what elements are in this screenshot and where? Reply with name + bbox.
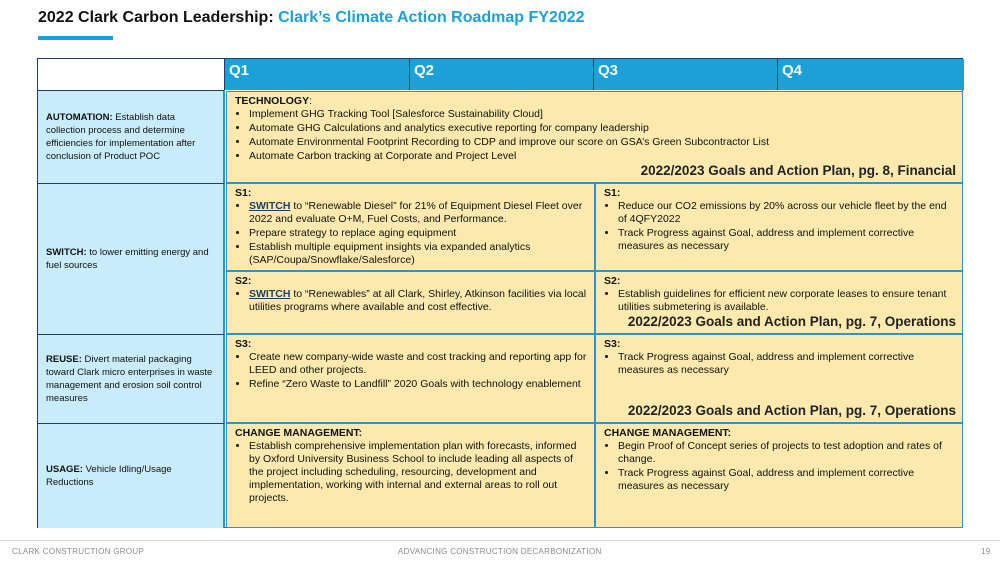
header-q1: Q1 <box>225 59 410 90</box>
list-item: • Track Progress against Goal, address and implement corrective measures as necessary <box>618 467 956 493</box>
footer-tagline: ADVANCING CONSTRUCTION DECARBONIZATION <box>398 547 602 556</box>
page-title-main: 2022 Clark Carbon Leadership: <box>38 9 279 26</box>
page-subtitle: Clark’s Climate Action Roadmap FY2022 <box>278 9 585 26</box>
header-q3: Q3 <box>594 59 778 90</box>
technology-block: TECHNOLOGY: • Implement GHG Tracking Tool [Salesforce Sustainability Cloud] • Automate GHG Calculations and analytics executive reporting for company leadership • Automate Environmental Footprint Recording to CDP and improve our score on GSA’s Green Subcontractor List • Automate Carbon tracking at Corporate and Project Level 2022/2023 Goals and Action Plan, pg. 8, Financial <box>226 91 963 183</box>
list-item: • Establish guidelines for efficient new corporate leases to ensure tenant utilities submetering is available. <box>618 288 956 314</box>
list-item: • Automate Carbon tracking at Corporate and Project Level <box>249 150 956 163</box>
list-item: • Prepare strategy to replace aging equipment <box>249 227 588 240</box>
footer-company: CLARK CONSTRUCTION GROUP <box>12 547 145 556</box>
list-item: • Refine “Zero Waste to Landfill” 2020 Goals with technology enablement <box>249 378 588 391</box>
goal-reference-operations: 2022/2023 Goals and Action Plan, pg. 7, Operations <box>627 314 956 329</box>
row-label-switch: SWITCH: to lower emitting energy and fuel sources <box>38 183 225 334</box>
list-item: • SWITCH to “Renewable Diesel” for 21% of Equipment Diesel Fleet over 2022 and evaluate O+M, Fuel Costs, and Performance. <box>249 200 588 226</box>
page-number: 19 <box>981 547 991 556</box>
list-item: • Track Progress against Goal, address and implement corrective measures as necessary <box>618 227 956 253</box>
technology-heading: TECHNOLOGY <box>235 95 310 107</box>
s3-right-block: S3: • Track Progress against Goal, address and implement corrective measures as necessary 2022/2023 Goals and Action Plan, pg. 7, Operations <box>595 334 963 423</box>
page-title <box>38 9 585 27</box>
s3-left-block: S3: • Create new company-wide waste and cost tracking and reporting app for LEED and other projects. • Refine “Zero Waste to Landfill” 2020 Goals with technology enablement <box>226 334 595 423</box>
roadmap-table <box>37 58 963 528</box>
list-item: • Establish multiple equipment insights via expanded analytics (SAP/Coupa/Snowflake/Salesforce) <box>249 241 588 267</box>
change-management-left-block: CHANGE MANAGEMENT: • Establish comprehensive implementation plan with forecasts, informed by Oxford University Business School to include leading all aspects of the project including scheduling, resourcing, development and implementation, working with internal and external areas to roll out projects. <box>226 423 595 528</box>
header-q2: Q2 <box>410 59 594 90</box>
title-accent-bar <box>38 36 113 40</box>
header-q4: Q4 <box>778 59 964 90</box>
s2-left-block: S2: • SWITCH to “Renewables” at all Clark, Shirley, Atkinson facilities via local utilities programs where available and cost effective. <box>226 271 595 334</box>
change-management-right-block: CHANGE MANAGEMENT: • Begin Proof of Concept series of projects to test adoption and rates of change. • Track Progress against Goal, address and implement corrective measures as necessary <box>595 423 963 528</box>
row-label-usage: USAGE: Vehicle Idling/Usage Reductions <box>38 423 225 528</box>
row-label-reuse: REUSE: Divert material packaging toward Clark micro enterprises in waste management and erosion soil control measures <box>38 334 225 423</box>
row-label-automation: AUTOMATION: Establish data collection process and determine efficiencies for implementation after conclusion of Product POC <box>38 90 225 183</box>
goal-reference-operations: 2022/2023 Goals and Action Plan, pg. 7, Operations <box>627 403 956 418</box>
list-item: • Track Progress against Goal, address and implement corrective measures as necessary <box>618 351 956 377</box>
footer-divider <box>0 540 1000 541</box>
s2-right-block: S2: • Establish guidelines for efficient new corporate leases to ensure tenant utilities submetering is available. 2022/2023 Goals and Action Plan, pg. 7, Operations <box>595 271 963 334</box>
list-item: • Create new company-wide waste and cost tracking and reporting app for LEED and other projects. <box>249 351 588 377</box>
list-item: • Automate GHG Calculations and analytics executive reporting for company leadership <box>249 122 956 135</box>
s1-right-block: S1: • Reduce our CO2 emissions by 20% across our vehicle fleet by the end of 4QFY2022 • Track Progress against Goal, address and implement corrective measures as necessary <box>595 183 963 271</box>
list-item: • SWITCH to “Renewables” at all Clark, Shirley, Atkinson facilities via local utilities programs where available and cost effective. <box>249 288 588 314</box>
goal-reference-financial: 2022/2023 Goals and Action Plan, pg. 8, Financial <box>640 163 956 178</box>
list-item: • Establish comprehensive implementation plan with forecasts, informed by Oxford University Business School to include leading all aspects of the project including scheduling, resourcing, development and implementation, working with internal and external areas to roll out projects. <box>249 440 588 505</box>
list-item: • Implement GHG Tracking Tool [Salesforce Sustainability Cloud] <box>249 108 956 121</box>
list-item: • Begin Proof of Concept series of projects to test adoption and rates of change. <box>618 440 956 466</box>
technology-list <box>235 108 956 163</box>
s1-left-block: S1: • SWITCH to “Renewable Diesel” for 21% of Equipment Diesel Fleet over 2022 and evaluate O+M, Fuel Costs, and Performance. • Prepare strategy to replace aging equipment • Establish multiple equipment insights via expanded analytics (SAP/Coupa/Snowflake/Salesforce) <box>226 183 595 271</box>
list-item: • Reduce our CO2 emissions by 20% across our vehicle fleet by the end of 4QFY2022 <box>618 200 956 226</box>
corner-cell <box>38 59 225 90</box>
list-item: • Automate Environmental Footprint Recording to CDP and improve our score on GSA’s Green Subcontractor List <box>249 136 956 149</box>
